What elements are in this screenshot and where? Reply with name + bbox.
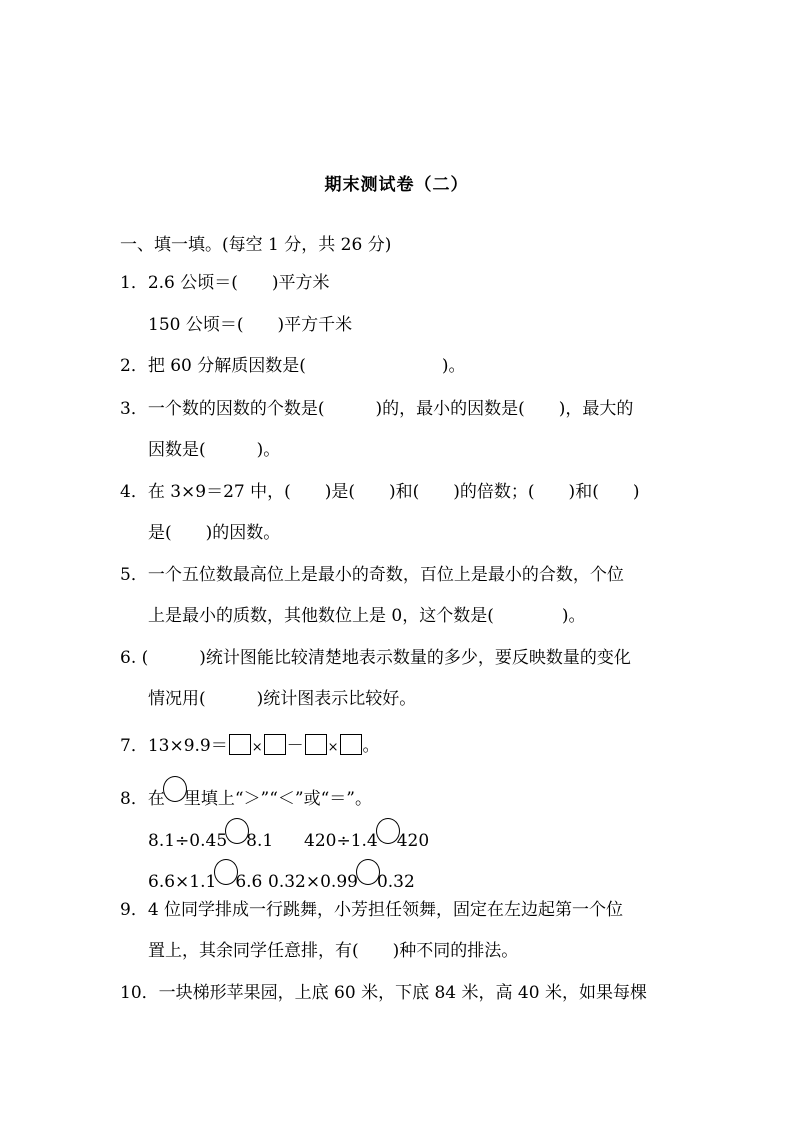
question-2: 2．把 60 分解质因数是( )。: [120, 356, 466, 376]
question-8-row-2b: [268, 859, 415, 894]
question-9-line-1: 9．4 位同学排成一行跳舞，小芳担任领舞，固定在左边起第一个位: [120, 900, 624, 920]
times-sign: ×: [251, 740, 263, 755]
question-10-line-1: 10．一块梯形苹果园，上底 60 米，下底 84 米，高 40 米，如果每棵: [120, 983, 647, 1003]
minus-sign: －: [286, 736, 304, 756]
question-4-line-1: 4．在 3×9＝27 中，( )是( )和( )的倍数；( )和( ): [120, 482, 640, 502]
question-3-line-2: 因数是( )。: [148, 440, 281, 460]
question-1-line-2: 150 公顷＝( )平方千米: [148, 315, 353, 335]
expression-left: 8.1÷0.45: [148, 831, 228, 851]
expression-right: 6.6: [235, 872, 263, 892]
question-8-row-1b: [304, 818, 429, 853]
question-6-line-2: 情况用( )统计图表示比较好。: [148, 689, 417, 709]
question-7: [120, 734, 380, 760]
section-heading: 一、填一填。(每空 1 分，共 26 分): [120, 235, 392, 255]
question-8-prefix: 8．在: [120, 789, 165, 809]
expression-right: 8.1: [246, 831, 274, 851]
question-5-line-1: 5．一个五位数最高位上是最小的奇数，百位上是最小的合数，个位: [120, 565, 624, 585]
expression-left: 0.32×0.99: [268, 872, 358, 892]
answer-box-3[interactable]: [305, 734, 327, 755]
question-1-line-1: 1．2.6 公顷＝( )平方米: [120, 273, 330, 293]
question-9-line-2: 置上，其余同学任意排，有( )种不同的排法。: [148, 941, 519, 961]
question-4-line-2: 是( )的因数。: [148, 523, 281, 543]
question-8-row-1a: [148, 818, 273, 853]
question-7-start: 7．13×9.9＝: [120, 736, 228, 756]
question-8-row-2a: [148, 859, 262, 894]
answer-box-4[interactable]: [340, 734, 362, 755]
times-sign: ×: [327, 740, 339, 755]
answer-box-2[interactable]: [264, 734, 286, 755]
answer-box-1[interactable]: [229, 734, 251, 755]
expression-right: 420: [396, 831, 430, 851]
question-8-suffix: 里填上“＞”“＜”或“＝”。: [183, 789, 372, 809]
question-6-line-1: 6. ( )统计图能比较清楚地表示数量的多少，要反映数量的变化: [120, 648, 631, 668]
question-5-line-2: 上是最小的质数，其他数位上是 0，这个数是( )。: [148, 606, 586, 626]
expression-right: 0.32: [376, 872, 415, 892]
question-3-line-1: 3．一个数的因数的个数是( )的，最小的因数是( )，最大的: [120, 399, 634, 419]
question-8-instruction: [120, 776, 372, 811]
expression-left: 420÷1.4: [304, 831, 378, 851]
expression-left: 6.6×1.1: [148, 872, 217, 892]
page-title: 期末测试卷（二）: [324, 175, 469, 195]
question-7-end: 。: [362, 736, 380, 756]
